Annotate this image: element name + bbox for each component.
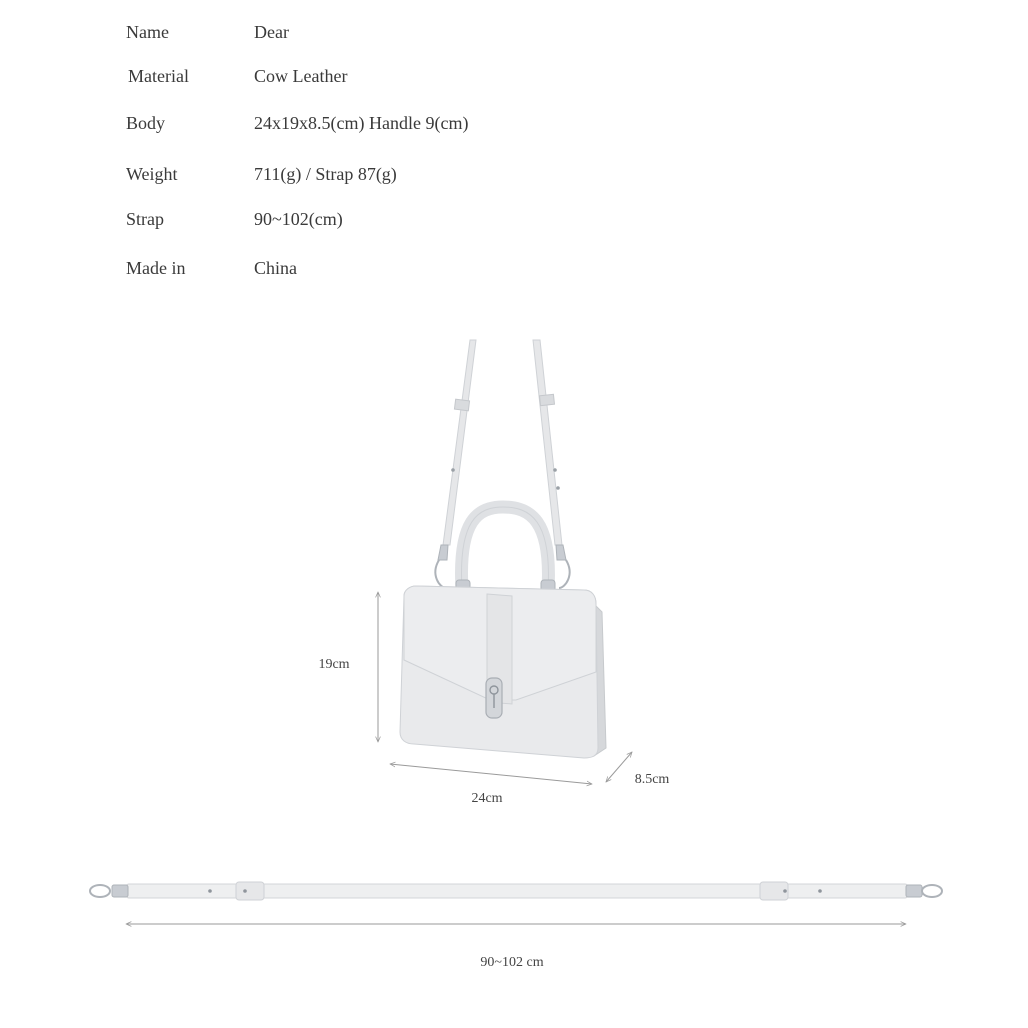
spec-label: Name bbox=[126, 22, 169, 42]
spec-label: Material bbox=[128, 66, 189, 86]
spec-value: 711(g) / Strap 87(g) bbox=[254, 164, 397, 184]
spec-label: Weight bbox=[126, 164, 178, 184]
height-label: 19cm bbox=[318, 657, 350, 672]
spec-value: Dear bbox=[254, 22, 289, 42]
spec-value: 24x19x8.5(cm) Handle 9(cm) bbox=[254, 113, 469, 133]
width-dimension bbox=[390, 764, 592, 806]
spec-value: 90~102(cm) bbox=[254, 209, 343, 229]
top-handle bbox=[456, 507, 555, 594]
bag-body bbox=[400, 586, 606, 758]
spec-label: Strap bbox=[126, 209, 164, 229]
width-label: 24cm bbox=[471, 791, 503, 806]
spec-value: China bbox=[254, 258, 297, 278]
spec-value: Cow Leather bbox=[254, 66, 348, 86]
height-dimension bbox=[318, 592, 378, 742]
spec-label: Made in bbox=[126, 258, 186, 278]
depth-label: 8.5cm bbox=[634, 772, 670, 787]
spec-label: Body bbox=[126, 113, 166, 133]
strap-length-label: 90~102 cm bbox=[480, 955, 544, 970]
depth-dimension bbox=[606, 752, 669, 787]
strap-length-dimension bbox=[126, 924, 906, 970]
detached-strap bbox=[90, 882, 942, 900]
